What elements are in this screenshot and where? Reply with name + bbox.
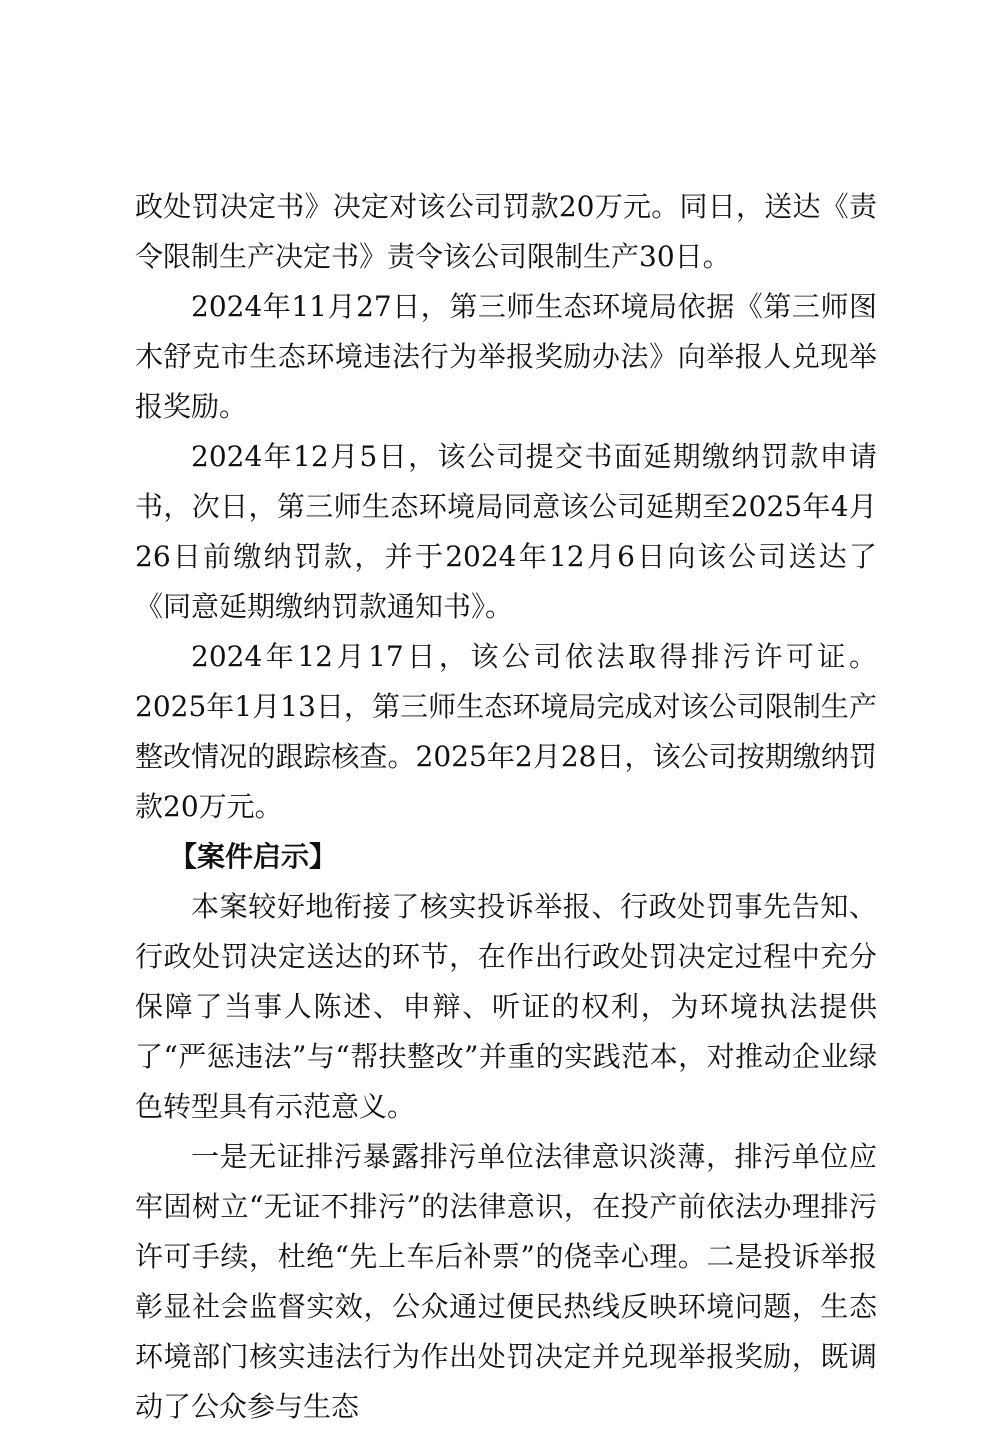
paragraph-reward-payment: 2024年11月27日，第三师生态环境局依据《第三师图木舒克市生态环境违法行为举报奖励办法》向举报人兑现举报奖励。 xyxy=(135,290,877,423)
paragraph-permit-and-payment: 2024年12月17日，该公司依法取得排污许可证。2025年1月13日，第三师生态环境局完成对该公司限制生产整改情况的跟踪核查。2025年2月28日，该公司按期缴纳罚款20万元。 xyxy=(135,640,877,823)
paragraph-penalty-continuation: 政处罚决定书》决定对该公司罚款20万元。同日，送达《责令限制生产决定书》责令该公司限制生产30日。 xyxy=(135,190,877,273)
document-body xyxy=(135,182,877,1432)
section-heading-case-insights: 【案件启示】 xyxy=(169,840,338,873)
paragraph-payment-extension: 2024年12月5日，该公司提交书面延期缴纳罚款申请书，次日，第三师生态环境局同意该公司延期至2025年4月26日前缴纳罚款，并于2024年12月6日向该公司送达了《同意延期缴纳罚款通知书》。 xyxy=(135,440,877,623)
paragraph-insight-summary: 本案较好地衔接了核实投诉举报、行政处罚事先告知、行政处罚决定送达的环节，在作出行政处罚决定过程中充分保障了当事人陈述、申辩、听证的权利，为环境执法提供了“严惩违法”与“帮扶整改”并重的实践范本，对推动企业绿色转型具有示范意义。 xyxy=(135,890,877,1123)
paragraph-insight-points: 一是无证排污暴露排污单位法律意识淡薄，排污单位应牢固树立“无证不排污”的法律意识，在投产前依法办理排污许可手续，杜绝“先上车后补票”的侥幸心理。二是投诉举报彰显社会监督实效，公众通过便民热线反映环境问题，生态环境部门核实违法行为作出处罚决定并兑现举报奖励，既调动了公众参与生态 xyxy=(135,1140,877,1423)
